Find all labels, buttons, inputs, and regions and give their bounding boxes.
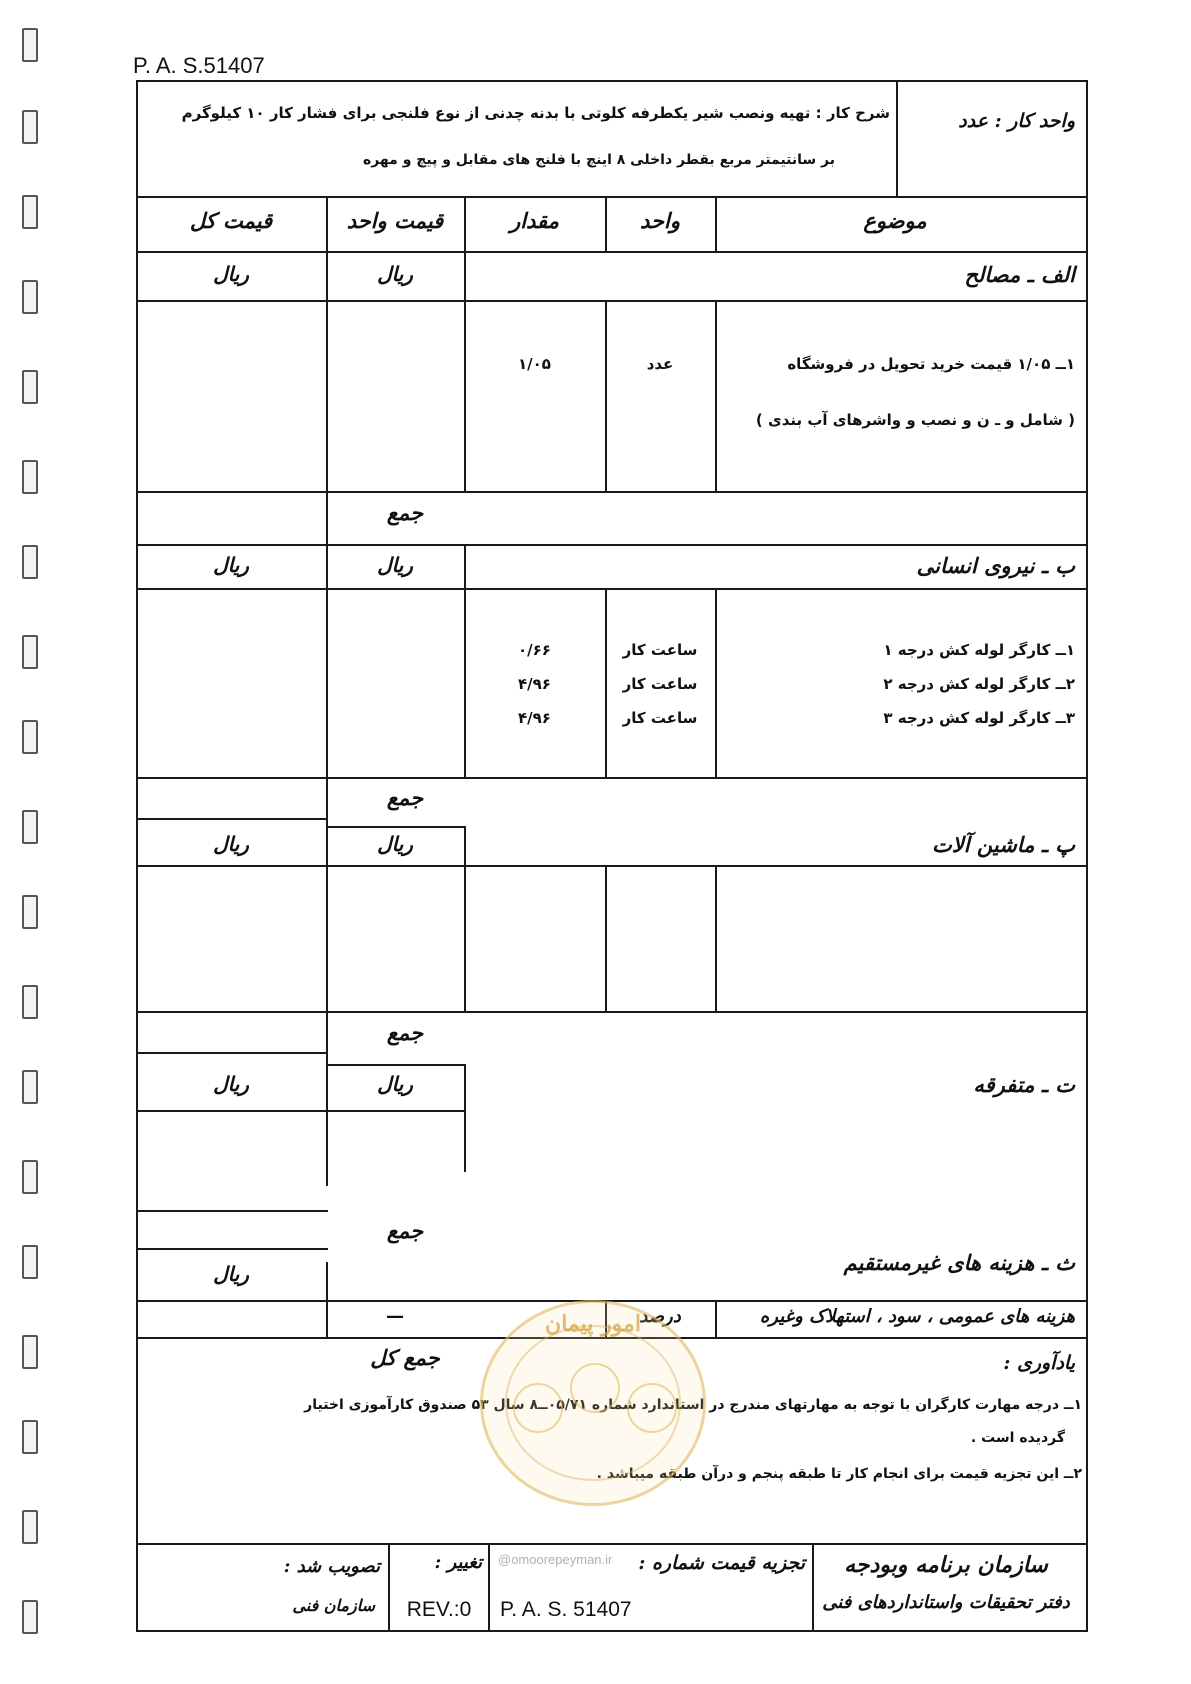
column-line: [715, 300, 717, 491]
currency-label: ریال: [213, 1262, 249, 1286]
note-1-line1: ۱ــ درجه مهارت کارگران با توجه به مهارتهای مندرج در استاندارد شماره ۰۵/۷۱ــ۸ سال ۵۳ صندوق کارآموزی اختیار: [304, 1397, 1082, 1413]
column-line: [488, 1543, 490, 1632]
work-description-line1: شرح کار : تهیه ونصب شیر یکطرفه کلوتی با بدنه چدنی از نوع فلنجی برای فشار کار ۱۰ کیلوگرم: [181, 104, 890, 122]
binder-hole: [22, 1420, 38, 1454]
work-description-line2: بر سانتیمتر مربع بقطر داخلی ۸ اینچ با فلنج های مقابل و پیچ و مهره: [362, 152, 835, 168]
binder-hole: [22, 895, 38, 929]
section-title-labor: ب ـ نیروی انسانی: [916, 553, 1075, 578]
column-header-quantity: مقدار: [510, 208, 559, 233]
binder-hole: [22, 1510, 38, 1544]
labor-item-desc: ۱ــ کارگر لوله کش درجه ۱: [883, 641, 1075, 659]
note-2: ۲ــ این تجزیه قیمت برای انجام کار تا طبقه پنجم و درآن طبقه میباشد .: [596, 1466, 1082, 1482]
indirect-row-desc: هزینه های عمومی ، سود ، استهلاک وغیره: [759, 1306, 1075, 1327]
labor-item-qty: ۴/۹۶: [518, 709, 551, 727]
currency-label: ریال: [213, 553, 249, 577]
row-line: [136, 491, 1087, 493]
binder-hole: [22, 110, 38, 144]
document-code: P. A. S.51407: [133, 53, 265, 78]
currency-label: ریال: [377, 262, 413, 286]
frame-line: [136, 1630, 1087, 1632]
row-line: [136, 1543, 1087, 1545]
approved-label: تصویب شد :: [283, 1556, 380, 1577]
frame-line: [136, 80, 138, 1632]
column-header-total-price: قیمت کل: [189, 208, 273, 233]
section-title-materials: الف ـ مصالح: [964, 262, 1075, 287]
row-line: [136, 1248, 328, 1250]
indirect-row-unit-price: —: [386, 1306, 404, 1327]
currency-label: ریال: [213, 1072, 249, 1096]
binder-hole: [22, 1600, 38, 1634]
column-line: [464, 1064, 466, 1172]
currency-label: ریال: [377, 1072, 413, 1096]
frame-line: [136, 196, 1087, 198]
section-title-indirect: ث ـ هزینه های غیرمستقیم: [843, 1250, 1075, 1275]
binder-hole: [22, 1335, 38, 1369]
sum-label: جمع: [386, 1218, 424, 1243]
change-label: تغییر :: [434, 1552, 482, 1573]
frame-line: [136, 251, 1087, 253]
binder-hole: [22, 1160, 38, 1194]
row-line: [136, 1110, 466, 1112]
work-unit-label: واحد کار : عدد: [958, 110, 1075, 132]
materials-quantity: ۱/۰۵: [518, 355, 551, 373]
row-line: [136, 865, 1087, 867]
frame-line: [1086, 80, 1088, 1632]
labor-item-unit: ساعت کار: [622, 641, 698, 659]
currency-label: ریال: [213, 832, 249, 856]
currency-label: ریال: [213, 262, 249, 286]
grand-total-label: جمع کل: [370, 1345, 440, 1370]
stamp-text: امور پیمان: [545, 1311, 641, 1337]
currency-label: ریال: [377, 553, 413, 577]
row-line: [136, 818, 328, 820]
analysis-number-label: تجزیه قیمت شماره :: [638, 1552, 805, 1574]
column-header-subject: موضوع: [863, 208, 927, 233]
analysis-number: P. A. S. 51407: [500, 1598, 632, 1621]
binder-hole: [22, 460, 38, 494]
row-line: [136, 1210, 328, 1212]
column-line: [605, 865, 607, 1011]
binder-hole: [22, 985, 38, 1019]
column-line: [326, 196, 328, 1186]
revision-number: REV.:0: [406, 1598, 472, 1621]
column-line: [464, 544, 466, 777]
row-line: [326, 1064, 466, 1066]
sum-label: جمع: [386, 500, 424, 525]
materials-item-line1: ۱ــ ۱/۰۵ قیمت خرید تحویل در فروشگاه: [787, 355, 1075, 373]
materials-unit: عدد: [646, 355, 674, 373]
labor-item-unit: ساعت کار: [622, 675, 698, 693]
org-department: دفتر تحقیقات واستانداردهای فنی: [822, 1592, 1070, 1613]
labor-item-unit: ساعت کار: [622, 709, 698, 727]
binder-hole: [22, 545, 38, 579]
binder-hole: [22, 280, 38, 314]
binder-hole: [22, 370, 38, 404]
column-line: [605, 300, 607, 491]
column-line: [388, 1543, 390, 1632]
labor-item-desc: ۳ــ کارگر لوله کش درجه ۳: [883, 709, 1075, 727]
frame-line: [896, 80, 898, 197]
binder-hole: [22, 195, 38, 229]
row-line: [136, 1052, 328, 1054]
row-line: [136, 1011, 1087, 1013]
column-line: [715, 588, 717, 777]
column-line: [812, 1543, 814, 1632]
binder-hole: [22, 1245, 38, 1279]
binder-hole: [22, 720, 38, 754]
frame-line: [136, 80, 1087, 82]
materials-item-line2: ( شامل و ـ ن و نصب و واشرهای آب بندی ): [755, 411, 1075, 429]
stamp-seal: [480, 1300, 706, 1506]
labor-item-qty: ۰/۶۶: [518, 641, 551, 659]
indirect-row-unit: درصد: [639, 1306, 681, 1327]
column-header-unit: واحد: [640, 208, 680, 233]
binder-hole: [22, 635, 38, 669]
currency-label: ریال: [377, 832, 413, 856]
row-line: [136, 588, 1087, 590]
section-title-misc: ت ـ متفرقه: [973, 1072, 1075, 1097]
section-title-machinery: پ ـ ماشین آلات: [931, 832, 1075, 857]
row-line: [136, 544, 1087, 546]
note-1-line2: گردیده است .: [970, 1430, 1065, 1446]
labor-item-qty: ۴/۹۶: [518, 675, 551, 693]
binder-hole: [22, 810, 38, 844]
row-line: [136, 300, 466, 302]
row-line: [136, 777, 1087, 779]
approved-by: سازمان فنی: [292, 1596, 375, 1615]
binder-hole: [22, 1070, 38, 1104]
column-line: [715, 865, 717, 1011]
row-line: [326, 826, 466, 828]
column-header-unit-price: قیمت واحد: [346, 208, 444, 233]
column-line: [715, 1300, 717, 1337]
org-name: سازمان برنامه وبودجه: [844, 1552, 1048, 1578]
sum-label: جمع: [386, 1020, 424, 1045]
notes-title: یادآوری :: [1003, 1352, 1075, 1374]
labor-item-desc: ۲ــ کارگر لوله کش درجه ۲: [883, 675, 1075, 693]
sum-label: جمع: [386, 785, 424, 810]
binder-hole: [22, 28, 38, 62]
column-line: [464, 826, 466, 1011]
watermark-text: @omoorepeyman.ir: [498, 1552, 613, 1567]
